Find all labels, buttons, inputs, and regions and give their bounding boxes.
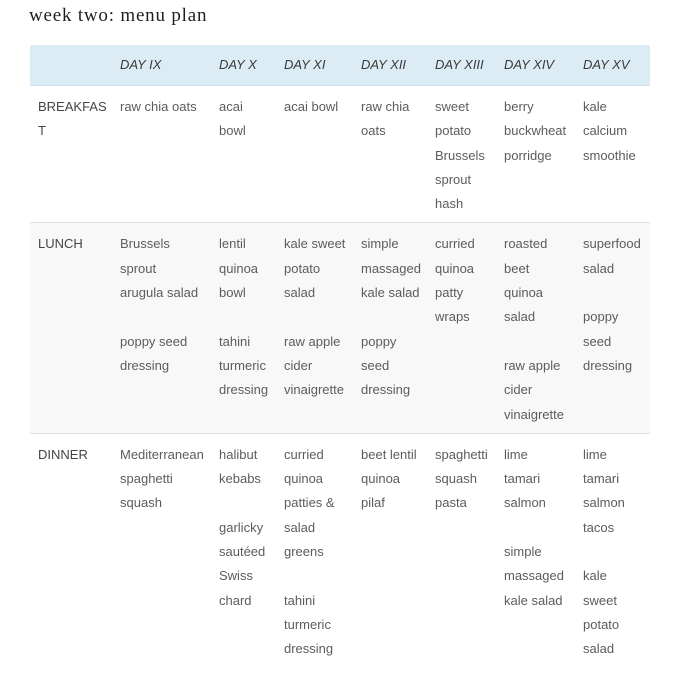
menu-item-line: kale: [583, 568, 607, 584]
table-row-breakfast: [30, 86, 650, 223]
menu-cell: [353, 433, 427, 667]
menu-item-line: vinaigrette: [284, 382, 344, 398]
item-gap: [284, 564, 349, 588]
menu-item-line: poppy: [361, 333, 397, 349]
menu-item-line: spaghetti: [435, 446, 488, 462]
menu-item-line: acai bowl: [284, 99, 339, 114]
menu-item-line: kale salad: [361, 285, 420, 301]
menu-cell: [112, 433, 211, 667]
menu-cell: [427, 223, 496, 433]
menu-item-line: Mediterranean: [120, 446, 204, 462]
menu-item-line: squash: [435, 471, 477, 487]
menu-item-line: simple: [504, 544, 542, 560]
menu-item-line: beet lentil: [361, 446, 417, 462]
menu-item-line: tamari: [504, 471, 541, 487]
meal-label: DINNER: [38, 446, 88, 462]
menu-item-line: poppy seed: [120, 333, 188, 349]
menu-item-line: sprout: [435, 171, 472, 187]
menu-item-line: dressing: [284, 641, 334, 657]
menu-cell: [211, 223, 276, 433]
item-gap: [120, 305, 207, 329]
menu-item-line: sautéed: [219, 544, 266, 560]
item-gap: [583, 281, 646, 305]
menu-item-line: lime: [504, 446, 528, 462]
table-body: [30, 86, 650, 668]
menu-item-line: dressing: [583, 357, 633, 373]
item-gap: [219, 305, 272, 329]
day-header: DAY XIII: [427, 45, 496, 86]
menu-item-line: Brussels: [120, 236, 170, 252]
menu-item-line: turmeric: [219, 357, 266, 373]
menu-item-line: acai: [219, 99, 243, 114]
item-gap: [361, 305, 423, 329]
menu-item-line: potato: [583, 616, 620, 632]
menu-cell: [353, 86, 427, 223]
menu-item-line: pilaf: [361, 495, 385, 511]
menu-item-line: squash: [120, 495, 162, 511]
item-gap: [583, 540, 646, 564]
menu-item-line: Brussels: [435, 147, 485, 163]
menu-item-line: halibut: [219, 446, 258, 462]
menu-item-line: calcium: [583, 123, 628, 139]
menu-item-line: curried: [284, 446, 324, 462]
menu-item-line: porridge: [504, 147, 552, 163]
menu-item-line: vinaigrette: [504, 406, 564, 422]
meal-label: LUNCH: [30, 223, 112, 433]
menu-item-line: raw apple: [284, 333, 341, 349]
menu-item-line: spaghetti: [120, 471, 173, 487]
menu-item-line: hash: [435, 196, 464, 212]
menu-item-line: raw chia: [361, 99, 410, 114]
day-header: DAY XI: [276, 45, 353, 86]
menu-item-line: lentil: [219, 236, 246, 252]
menu-item-line: Swiss: [219, 568, 253, 584]
day-header: DAY X: [211, 45, 276, 86]
menu-item-line: cider: [504, 382, 533, 398]
menu-cell: [427, 86, 496, 223]
menu-item-line: poppy: [583, 309, 619, 325]
menu-item-line: simple: [361, 236, 399, 252]
table-row-dinner: [30, 433, 650, 667]
menu-item-line: cider: [284, 357, 313, 373]
menu-item-line: quinoa: [504, 285, 544, 301]
menu-cell: [211, 86, 276, 223]
item-gap: [219, 491, 272, 515]
day-header: DAY IX: [112, 45, 211, 86]
menu-item-line: raw apple: [504, 357, 561, 373]
table-row-lunch: [30, 223, 650, 433]
menu-item-line: tacos: [583, 519, 615, 535]
menu-item-line: quinoa: [361, 471, 401, 487]
menu-item-line: berry: [504, 99, 534, 114]
menu-item-line: quinoa: [284, 471, 324, 487]
menu-item-line: patties &: [284, 495, 335, 511]
menu-item-line: chard: [219, 592, 252, 608]
menu-item-line: roasted: [504, 236, 548, 252]
menu-item-line: seed: [583, 333, 612, 349]
menu-cell: [211, 433, 276, 667]
menu-cell: [575, 86, 650, 223]
menu-cell: [575, 223, 650, 433]
menu-item-line: superfood: [583, 236, 641, 252]
menu-item-line: tahini: [284, 592, 316, 608]
menu-item-line: oats: [361, 123, 386, 139]
menu-item-line: lime: [583, 446, 607, 462]
meal-label: BREAKFAST: [30, 86, 112, 223]
corner-header: [30, 45, 112, 86]
menu-item-line: salad: [284, 519, 316, 535]
menu-item-line: pasta: [435, 495, 467, 511]
item-gap: [284, 305, 349, 329]
menu-cell: [276, 86, 353, 223]
day-header: DAY XV: [575, 45, 650, 86]
menu-cell: [112, 86, 211, 223]
menu-item-line: kale: [583, 99, 607, 114]
menu-item-line: kebabs: [219, 471, 261, 487]
menu-cell: [112, 223, 211, 433]
menu-item-line: quinoa: [435, 260, 475, 276]
menu-cell: [353, 223, 427, 433]
menu-item-line: dressing: [120, 357, 170, 373]
menu-item-line: salad: [583, 260, 615, 276]
menu-item-line: salad: [504, 309, 536, 325]
menu-cell: [575, 433, 650, 667]
menu-cell: [276, 223, 353, 433]
menu-item-line: salad: [583, 641, 615, 657]
menu-item-line: raw chia oats: [120, 99, 197, 114]
menu-item-line: kale salad: [504, 592, 563, 608]
menu-item-line: buckwheat: [504, 123, 567, 139]
menu-item-line: bowl: [219, 123, 246, 139]
menu-cell: [496, 223, 575, 433]
menu-item-line: patty: [435, 285, 464, 301]
menu-item-line: arugula salad: [120, 285, 199, 301]
menu-item-line: dressing: [219, 382, 269, 398]
menu-item-line: sweet: [583, 592, 617, 608]
menu-cell: [496, 86, 575, 223]
item-gap: [504, 330, 571, 354]
menu-item-line: dressing: [361, 382, 411, 398]
menu-item-line: seed: [361, 357, 390, 373]
menu-item-line: tahini: [219, 333, 251, 349]
menu-item-line: smoothie: [583, 147, 636, 163]
menu-item-line: potato: [435, 123, 472, 139]
menu-cell: [276, 433, 353, 667]
item-gap: [504, 516, 571, 540]
menu-item-line: beet: [504, 260, 530, 276]
menu-item-line: quinoa: [219, 260, 259, 276]
day-header: DAY XII: [353, 45, 427, 86]
menu-item-line: sweet: [435, 99, 469, 114]
table-header: [30, 45, 650, 86]
menu-item-line: tamari: [583, 471, 620, 487]
menu-cell: [496, 433, 575, 667]
header-row: [30, 45, 650, 86]
menu-item-line: greens: [284, 544, 324, 560]
menu-item-line: salad: [284, 285, 316, 301]
menu-plan-table: [30, 45, 650, 668]
menu-item-line: wraps: [435, 309, 470, 325]
menu-item-line: bowl: [219, 285, 246, 301]
day-header: DAY XIV: [496, 45, 575, 86]
page-title: week two: menu plan: [29, 5, 208, 26]
menu-item-line: salmon: [504, 495, 546, 511]
menu-item-line: curried: [435, 236, 475, 252]
menu-item-line: turmeric: [284, 616, 331, 632]
menu-item-line: garlicky: [219, 519, 264, 535]
menu-item-line: massaged: [361, 260, 421, 276]
menu-item-line: sprout: [120, 260, 157, 276]
menu-item-line: massaged: [504, 568, 564, 584]
menu-cell: [427, 433, 496, 667]
menu-item-line: potato: [284, 260, 321, 276]
menu-item-line: kale sweet: [284, 236, 346, 252]
menu-item-line: salmon: [583, 495, 625, 511]
